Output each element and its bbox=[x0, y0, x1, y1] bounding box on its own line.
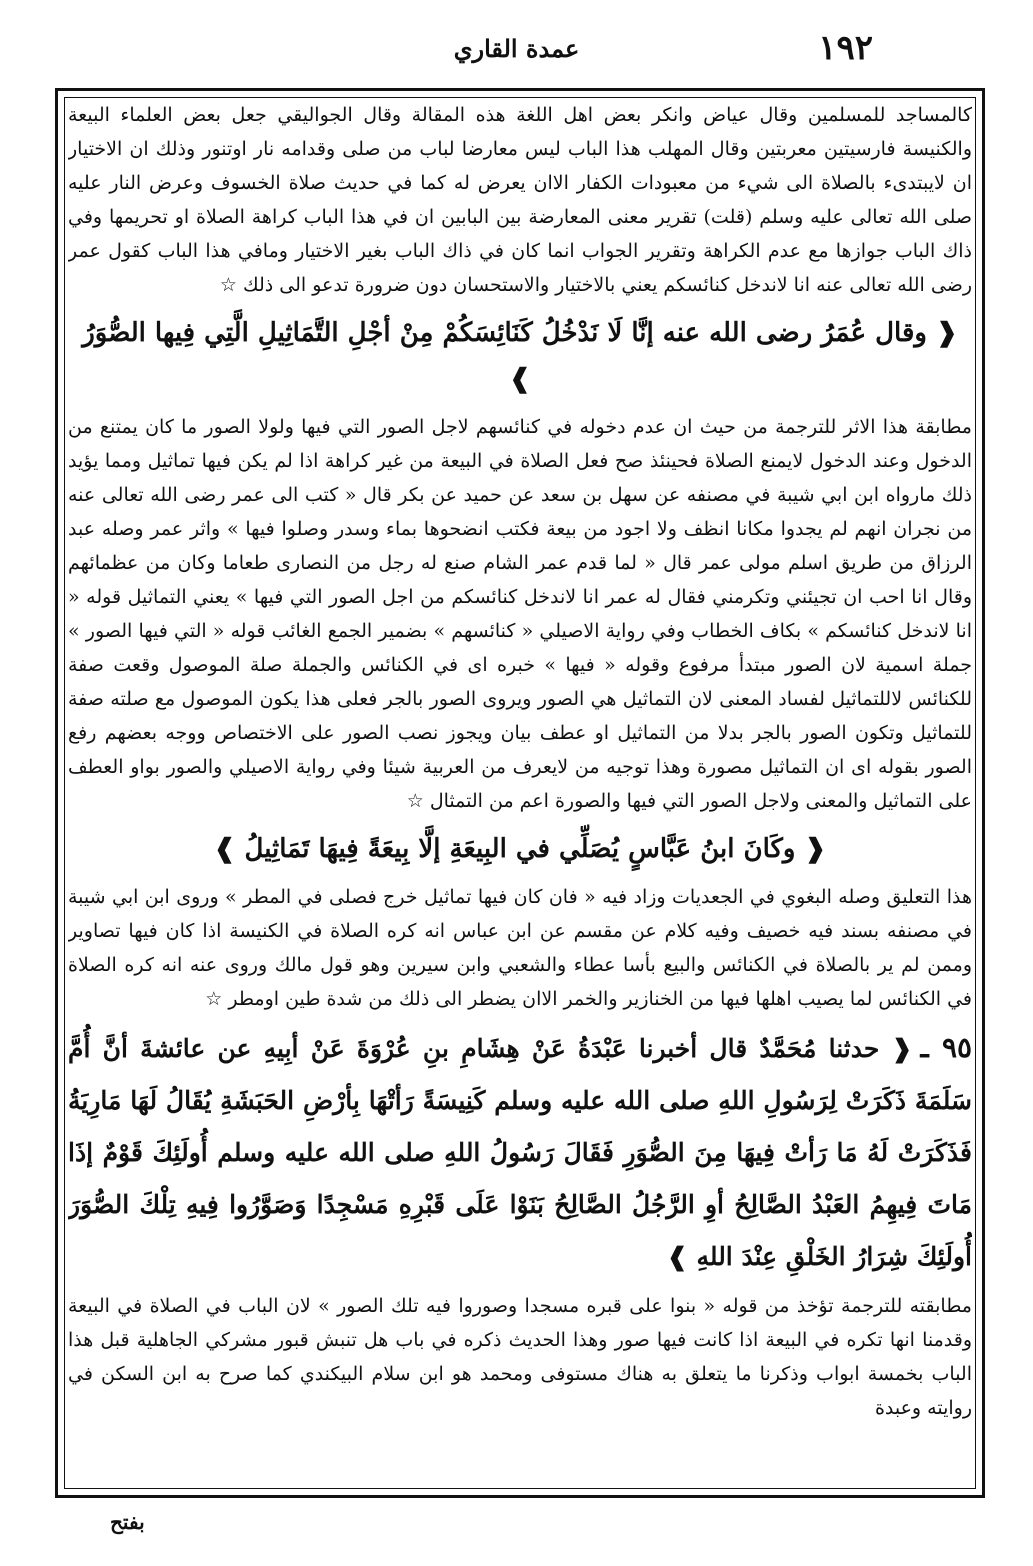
athar-heading-ibn-abbas: ❰ وكَانَ ابنُ عَبَّاسٍ يُصَلِّي في البِيعَةِ إلَّا بِيعَةً فِيهَا تَمَاثِيلُ ❱ bbox=[213, 834, 827, 864]
hadith-block bbox=[68, 1022, 972, 1283]
hadith-number: ٩٥ ـ bbox=[920, 1031, 972, 1064]
commentary-paragraph-1: كالمساجد للمسلمين وقال عياض وانكر بعض اهل اللغة هذه المقالة وقال الجواليقي جعل بعض العلماء البيعة والكنيسة فارسيتين معربتين وقال المهلب هذا الباب ليس معارضا لباب من صلى وقدامه نار اوتنور وذلك ان الاختيار ان لايبتدىء بالصلاة الى شيء من معبودات الكفار الاان يعرض له كما في حديث صلاة الخسوف وعرض النار عليه صلى الله تعالى عليه وسلم (قلت) تقرير معنى المعارضة بين البابين ان في هذا الباب كراهة الصلاة او تحريمها وفي ذاك الباب جوازها مع عدم الكراهة وتقرير الجواب انما كان في ذاك الباب بغير الاختيار ومافي هذا الباب كقول عمر رضى الله تعالى عنه انا لاندخل كنائسكم يعني بالاختيار والاستحسان دون ضرورة تدعو الى ذلك ☆ bbox=[68, 104, 972, 296]
commentary-paragraph-4: مطابقته للترجمة تؤخذ من قوله « بنوا على قبره مسجدا وصوروا فيه تلك الصور » لان الباب في الصلاة في البيعة وقدمنا انها تكره في البيعة اذا كانت فيها صور وهذا الحديث ذكره في باب هل تنبش قبور مشركي الجاهلية قبل هذا الباب بخمسة ابواب وذكرنا ما يتعلق به هناك مستوفى ومحمد هو ابن سلام البيكندي كما صرح به ابن السكن في روايته وعبدة bbox=[68, 1295, 972, 1419]
page-number: ١٩٢ bbox=[818, 28, 873, 68]
athar-heading-umar: ❰ وقال عُمَرُ رضى الله عنه إنَّا لَا نَدْخُلُ كَنَائِسَكُمْ مِنْ أجْلِ التَّمَاثِيلِ الَّتِي فِيها الصُّوَرُ ❱ bbox=[82, 318, 958, 394]
hadith-text: ❰ حدثنا مُحَمَّدٌ قال أخبرنا عَبْدَةُ عَنْ هِشَامِ بنِ عُرْوَةَ عَنْ أبِيهِ عن عائشةَ أنَّ أُمَّ سَلَمَةَ ذَكَرَتْ لِرَسُولِ اللهِ صلى الله عليه وسلم كَنِيسَةً رَأتْهَا بِأرْضِ الحَبَشَةِ يُقَالُ لَهَا مَارِيَةُ فَذَكَرَتْ لَهُ مَا رَأتْ فِيهَا مِنَ الصُّوَرِ فَقَالَ رَسُولُ اللهِ صلى الله عليه وسلم أُولَئِكَ قَوْمٌ إذَا مَاتَ فِيهِمُ العَبْدُ الصَّالِحُ أوِ الرَّجُلُ الصَّالِحُ بَنَوْا عَلَى قَبْرِهِ مَسْجِدًا وَصَوَّرُوا فِيهِ تِلْكَ الصُّوَرَ أُولَئِكَ شِرَارُ الخَلْقِ عِنْدَ اللهِ ❱ bbox=[68, 1034, 972, 1271]
page-header bbox=[90, 28, 943, 78]
commentary-paragraph-2: مطابقة هذا الاثر للترجمة من حيث ان عدم دخوله في كنائسهم لاجل الصور التي فيها ولولا الصور ما كان يمتنع من الدخول وعند الدخول لايمنع الصلاة فحينئذ صح فعل الصلاة في البيعة من غير كراهة اذا لم يكن فيها تماثيل ومما يؤيد ذلك مارواه ابن ابي شيبة في مصنفه عن سهل بن سعد عن حميد عن بكر قال « كتب الى عمر رضى الله تعالى عنه من نجران انهم لم يجدوا مكانا انظف ولا اجود من بيعة فكتب انضحوها بماء وسدر وصلوا فيها » واثر عمر وصله عبد الرزاق من طريق اسلم مولى عمر قال « لما قدم عمر الشام صنع له رجل من النصارى طعاما وكان من عظمائهم وقال انا احب ان تجيئني وتكرمني فقال له عمر انا لاندخل كنائسكم من اجل الصور التي فيها » يعني التماثيل قوله « انا لاندخل كنائسكم » بكاف الخطاب وفي رواية الاصيلي « كنائسهم » بضمير الجمع الغائب قوله « التي فيها الصور » جملة اسمية لان الصور مبتدأ مرفوع وقوله « فيها » خبره اى في الكنائس والجملة صلة الموصول وقعت صفة للكنائس لاللتماثيل لفساد المعنى لان التماثيل هي الصور ويروى الصور بالجر فعلى هذا يكون الموصول مع صلته صفة للتماثيل وتكون الصور بالجر بدلا من التماثيل او عطف بيان ويجوز نصب الصور على الاختصاص ووجه بعضهم رفع الصور بقوله اى ان التماثيل مصورة وهذا توجيه من لايعرف من العربية شيئا وفي رواية الاصيلي والصور بواو العطف على التماثيل والمعنى ولاجل الصور التي فيها والصورة اعم من التمثال ☆ bbox=[68, 416, 972, 812]
commentary-paragraph-3: هذا التعليق وصله البغوي في الجعديات وزاد فيه « فان كان فيها تماثيل خرج فصلى في المطر » وروى ابن ابي شيبة في مصنفه بسند فيه خصيف وفيه كلام عن مقسم عن ابن عباس انه كره الصلاة في الكنيسة اذا كان فيها تصاوير وممن لم ير بالصلاة في الكنائس والبيع بأسا عطاء والشعبي وابن سيرين وهو قول مالك وروى عنه انه كره الصلاة في الكنائس لما يصيب اهلها فيها من الخنازير والخمر الاان يضطر الى ذلك من شدة طين اومطر ☆ bbox=[68, 886, 972, 1010]
running-title: عمدة القاري bbox=[453, 34, 580, 63]
catchword: بفتح bbox=[110, 1510, 145, 1534]
page-body bbox=[68, 98, 972, 1488]
